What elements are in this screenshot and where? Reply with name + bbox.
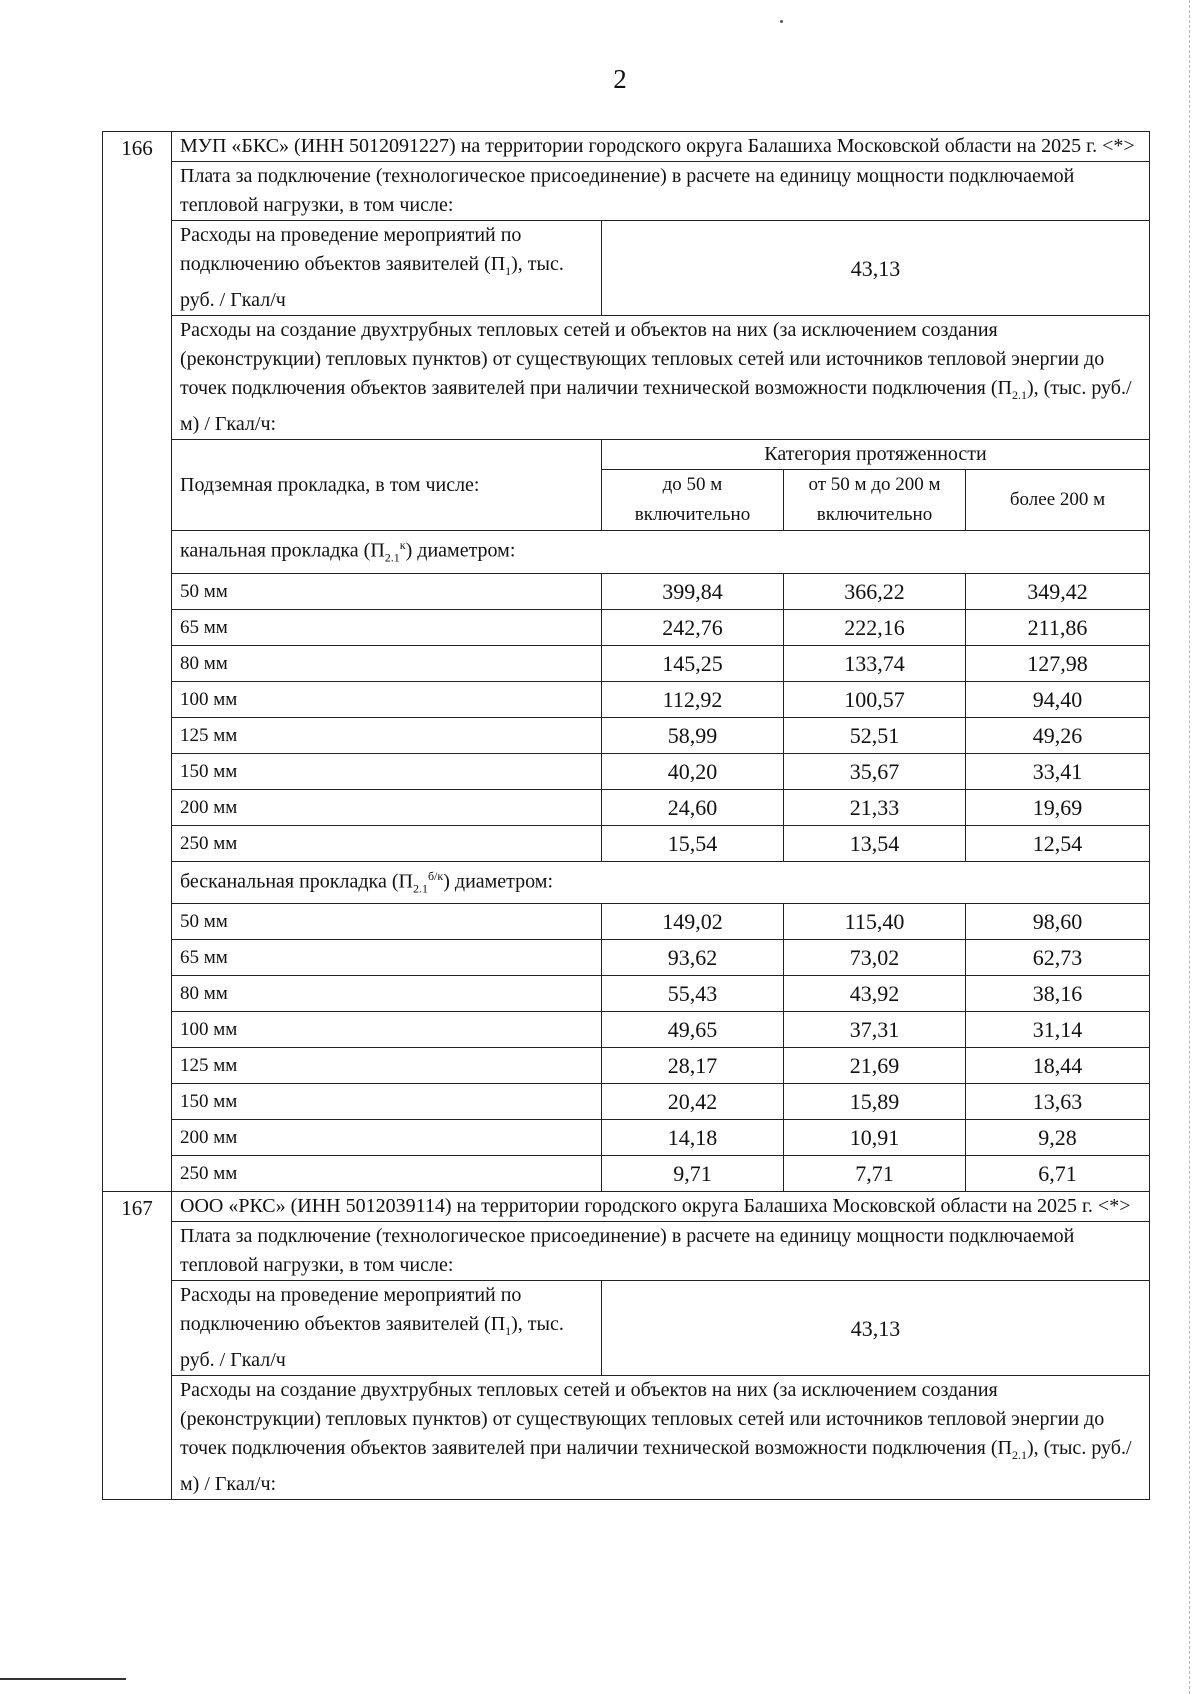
entry-166-fee-intro-row (103, 162, 1150, 221)
underground-label: Подземная прокладка, в том числе: (172, 440, 602, 531)
table-row (103, 717, 1150, 753)
entry-167-fee-intro-row (103, 1222, 1150, 1281)
col-50-to-200: от 50 м до 200 м включительно (784, 470, 966, 531)
value-cell: 35,67 (784, 753, 966, 789)
value-cell: 19,69 (966, 789, 1150, 825)
diameter-label: 200 мм (172, 789, 602, 825)
diameter-label: 150 мм (172, 1084, 602, 1120)
table-row (103, 1048, 1150, 1084)
value-cell: 20,42 (602, 1084, 784, 1120)
value-cell: 24,60 (602, 789, 784, 825)
table-row (103, 1120, 1150, 1156)
value-cell: 149,02 (602, 904, 784, 940)
p1-value: 43,13 (602, 1281, 1150, 1376)
table-row (103, 753, 1150, 789)
entry-number: 167 (103, 1192, 172, 1500)
table-row (103, 789, 1150, 825)
value-cell: 49,26 (966, 717, 1150, 753)
org-title: МУП «БКС» (ИНН 5012091227) на территории городского округа Балашиха Московской области на 2025 г. <*> (172, 132, 1150, 162)
table-row (103, 1156, 1150, 1192)
diameter-label: 100 мм (172, 681, 602, 717)
entry-167-title-row (103, 1192, 1150, 1222)
value-cell: 13,63 (966, 1084, 1150, 1120)
diameter-label: 80 мм (172, 976, 602, 1012)
value-cell: 127,98 (966, 645, 1150, 681)
entry-number: 166 (103, 132, 172, 1192)
value-cell: 349,42 (966, 573, 1150, 609)
p21-description: Расходы на создание двухтрубных тепловых сетей и объектов на них (за исключением создания (реконструкции) тепловых пунктов) от существующих тепловых сетей или источников тепловой энергии до точек подключения объектов заявителей при наличии технической возможности подключения $(П_{2.1})$, (тыс. руб./м) / Гкал/ч: (172, 316, 1150, 440)
value-cell: 399,84 (602, 573, 784, 609)
value-cell: 6,71 (966, 1156, 1150, 1192)
value-cell: 21,33 (784, 789, 966, 825)
value-cell: 9,71 (602, 1156, 784, 1192)
scan-edge-bottom (0, 1678, 126, 1680)
value-cell: 33,41 (966, 753, 1150, 789)
table-row (103, 681, 1150, 717)
diameter-label: 125 мм (172, 1048, 602, 1084)
diameter-label: 50 мм (172, 904, 602, 940)
page-number: 2 (613, 64, 627, 94)
table-row (103, 940, 1150, 976)
p1-label: Расходы на проведение мероприятий по подключению объектов заявителей $(П_1)$, тыс. руб. / Гкал/ч (172, 221, 602, 316)
table-row (103, 1084, 1150, 1120)
table-row (103, 573, 1150, 609)
value-cell: 21,69 (784, 1048, 966, 1084)
value-cell: 31,14 (966, 1012, 1150, 1048)
value-cell: 52,51 (784, 717, 966, 753)
table-row (103, 825, 1150, 861)
p1-label: Расходы на проведение мероприятий по подключению объектов заявителей $(П_1)$, тыс. руб. / Гкал/ч (172, 1281, 602, 1376)
fee-intro: Плата за подключение (технологическое присоединение) в расчете на единицу мощности подключаемой тепловой нагрузки, в том числе: (172, 1222, 1150, 1281)
value-cell: 222,16 (784, 609, 966, 645)
value-cell: 9,28 (966, 1120, 1150, 1156)
p1-value: 43,13 (602, 221, 1150, 316)
diameter-label: 150 мм (172, 753, 602, 789)
value-cell: 13,54 (784, 825, 966, 861)
value-cell: 242,76 (602, 609, 784, 645)
value-cell: 15,54 (602, 825, 784, 861)
diameter-label: 50 мм (172, 573, 602, 609)
value-cell: 112,92 (602, 681, 784, 717)
value-cell: 145,25 (602, 645, 784, 681)
table-row (103, 609, 1150, 645)
diameter-label: 65 мм (172, 940, 602, 976)
value-cell: 37,31 (784, 1012, 966, 1048)
table-row (103, 1012, 1150, 1048)
diameter-label: 250 мм (172, 1156, 602, 1192)
diameter-label: 125 мм (172, 717, 602, 753)
value-cell: 7,71 (784, 1156, 966, 1192)
entry-166-p21-desc-row (103, 316, 1150, 440)
fee-intro: Плата за подключение (технологическое присоединение) в расчете на единицу мощности подключаемой тепловой нагрузки, в том числе: (172, 162, 1150, 221)
channel-section-row (103, 531, 1150, 574)
col-up-to-50: до 50 м включительно (602, 470, 784, 531)
value-cell: 14,18 (602, 1120, 784, 1156)
channel-label: канальная прокладка $(П_{2.1}^к)$ диаметром: (172, 531, 1150, 574)
value-cell: 10,91 (784, 1120, 966, 1156)
channelless-section-row (103, 861, 1150, 904)
value-cell: 15,89 (784, 1084, 966, 1120)
value-cell: 58,99 (602, 717, 784, 753)
table-row (103, 904, 1150, 940)
value-cell: 211,86 (966, 609, 1150, 645)
diameter-label: 65 мм (172, 609, 602, 645)
value-cell: 38,16 (966, 976, 1150, 1012)
table-row (103, 976, 1150, 1012)
category-header: Категория протяженности (602, 440, 1150, 470)
scan-edge-right (1189, 0, 1190, 1694)
category-header-row (103, 440, 1150, 470)
entry-166-p1-row (103, 221, 1150, 316)
diameter-label: 200 мм (172, 1120, 602, 1156)
value-cell: 100,57 (784, 681, 966, 717)
diameter-label: 80 мм (172, 645, 602, 681)
col-over-200: более 200 м (966, 470, 1150, 531)
entry-166-title-row (103, 132, 1150, 162)
diameter-label: 250 мм (172, 825, 602, 861)
value-cell: 94,40 (966, 681, 1150, 717)
entry-167-p1-row (103, 1281, 1150, 1376)
value-cell: 55,43 (602, 976, 784, 1012)
org-title: ООО «РКС» (ИНН 5012039114) на территории городского округа Балашиха Московской области на 2025 г. <*> (172, 1192, 1150, 1222)
channelless-label: бесканальная прокладка $(П_{2.1}^{б/к})$ диаметром: (172, 861, 1150, 904)
value-cell: 49,65 (602, 1012, 784, 1048)
value-cell: 62,73 (966, 940, 1150, 976)
entry-167-p21-desc-row (103, 1376, 1150, 1500)
scan-speck (780, 20, 783, 23)
table-row (103, 645, 1150, 681)
diameter-label: 100 мм (172, 1012, 602, 1048)
value-cell: 43,92 (784, 976, 966, 1012)
value-cell: 18,44 (966, 1048, 1150, 1084)
value-cell: 115,40 (784, 904, 966, 940)
value-cell: 93,62 (602, 940, 784, 976)
value-cell: 366,22 (784, 573, 966, 609)
value-cell: 73,02 (784, 940, 966, 976)
value-cell: 133,74 (784, 645, 966, 681)
value-cell: 12,54 (966, 825, 1150, 861)
value-cell: 98,60 (966, 904, 1150, 940)
value-cell: 40,20 (602, 753, 784, 789)
p21-description: Расходы на создание двухтрубных тепловых сетей и объектов на них (за исключением создания (реконструкции) тепловых пунктов) от существующих тепловых сетей или источников тепловой энергии до точек подключения объектов заявителей при наличии технической возможности подключения $(П_{2.1})$, (тыс. руб./м) / Гкал/ч: (172, 1376, 1150, 1500)
tariff-table (102, 131, 1150, 1500)
value-cell: 28,17 (602, 1048, 784, 1084)
